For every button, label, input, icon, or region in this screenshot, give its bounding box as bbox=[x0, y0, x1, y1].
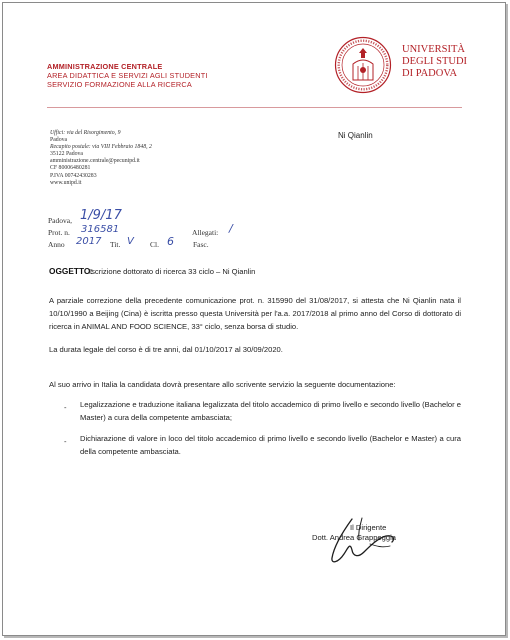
tit-label: Tit. bbox=[110, 240, 121, 249]
university-name bbox=[402, 44, 467, 80]
signature-title: Il Dirigente bbox=[350, 523, 387, 532]
tit-handwritten: V bbox=[127, 236, 134, 247]
department-service: SERVIZIO FORMAZIONE ALLA RICERCA bbox=[47, 80, 192, 89]
department-name: AMMINISTRAZIONE CENTRALE bbox=[47, 62, 163, 71]
address-cf: CF 80006480281 bbox=[50, 165, 91, 172]
recipient-name: Ni Qianlin bbox=[338, 131, 373, 140]
handwritten-signature-icon bbox=[322, 516, 414, 566]
header-divider bbox=[47, 107, 462, 108]
fasc-label: Fasc. bbox=[193, 240, 209, 249]
university-name-line3: DI PADOVA bbox=[402, 68, 458, 79]
university-seal-icon bbox=[334, 36, 392, 94]
paragraph-correction: A parziale correzione della precedente comunicazione prot. n. 315990 del 31/08/2017, si attesta che Ni Qianlin nata il 10/10/1990 a Beijing (Cina) è iscritta presso questa Università per l'a.a. 2017/2018 al primo anno del Corso di dottorato di ricerca in ANIMAL AND FOOD SCIENCE, 33° ciclo, senza borsa di studio. bbox=[49, 296, 461, 331]
address-web: www.unipd.it bbox=[50, 179, 82, 186]
address-city: Padova bbox=[50, 137, 68, 144]
allegati-handwritten: / bbox=[229, 222, 233, 235]
university-name-line1: UNIVERSITÀ bbox=[402, 44, 465, 55]
signature-name: Dott. Andrea Grappeggia bbox=[312, 533, 397, 542]
address-office: Uffici: via del Risorgimento, 9 bbox=[50, 130, 121, 136]
allegati-label: Allegati: bbox=[192, 228, 219, 237]
address-cap: 35122 Padova bbox=[50, 151, 84, 158]
cl-handwritten: 6 bbox=[167, 235, 174, 248]
address-block bbox=[50, 130, 152, 187]
paragraph-arrival: Al suo arrivo in Italia la candidata dovrà presentare allo scrivente servizio la seguente documentazione: bbox=[49, 380, 396, 389]
list-item-marker: - bbox=[64, 403, 67, 412]
subject-text: Iscrizione dottorato di ricerca 33 ciclo – Ni Qianlin bbox=[89, 267, 256, 276]
subject-label: OGGETTO: bbox=[49, 266, 94, 276]
list-item: Dichiarazione di valore in loco del titolo accademico di primo livello e secondo livello (Bachelor e Master) a cura della competente ambasciata. bbox=[80, 434, 461, 456]
prot-number-handwritten: 316581 bbox=[81, 224, 120, 235]
address-email: amministrazione.centrale@pecunipd.it bbox=[50, 158, 140, 165]
university-name-line2: DEGLI STUDI bbox=[402, 56, 468, 67]
list-item-marker: - bbox=[64, 437, 67, 446]
anno-label: Anno bbox=[48, 240, 65, 249]
anno-handwritten: 2017 bbox=[76, 236, 102, 247]
address-piva: P.IVA 00742430283 bbox=[50, 172, 97, 179]
place-label: Padova, bbox=[48, 216, 72, 225]
address-postal: Recapito postale: via VIII Febbraio 1848, 2 bbox=[50, 144, 152, 151]
department-area: AREA DIDATTICA E SERVIZI AGLI STUDENTI bbox=[47, 71, 208, 80]
paragraph-duration: La durata legale del corso è di tre anni, dal 01/10/2017 al 30/09/2020. bbox=[49, 345, 283, 354]
list-item: Legalizzazione e traduzione italiana legalizzata del titolo accademico di primo livello e secondo livello (Bachelor e Master) a cura della competente ambasciata; bbox=[80, 400, 461, 422]
date-handwritten: 1/9/17 bbox=[80, 208, 122, 223]
prot-label: Prot. n. bbox=[48, 228, 70, 237]
cl-label: Cl. bbox=[150, 240, 159, 249]
